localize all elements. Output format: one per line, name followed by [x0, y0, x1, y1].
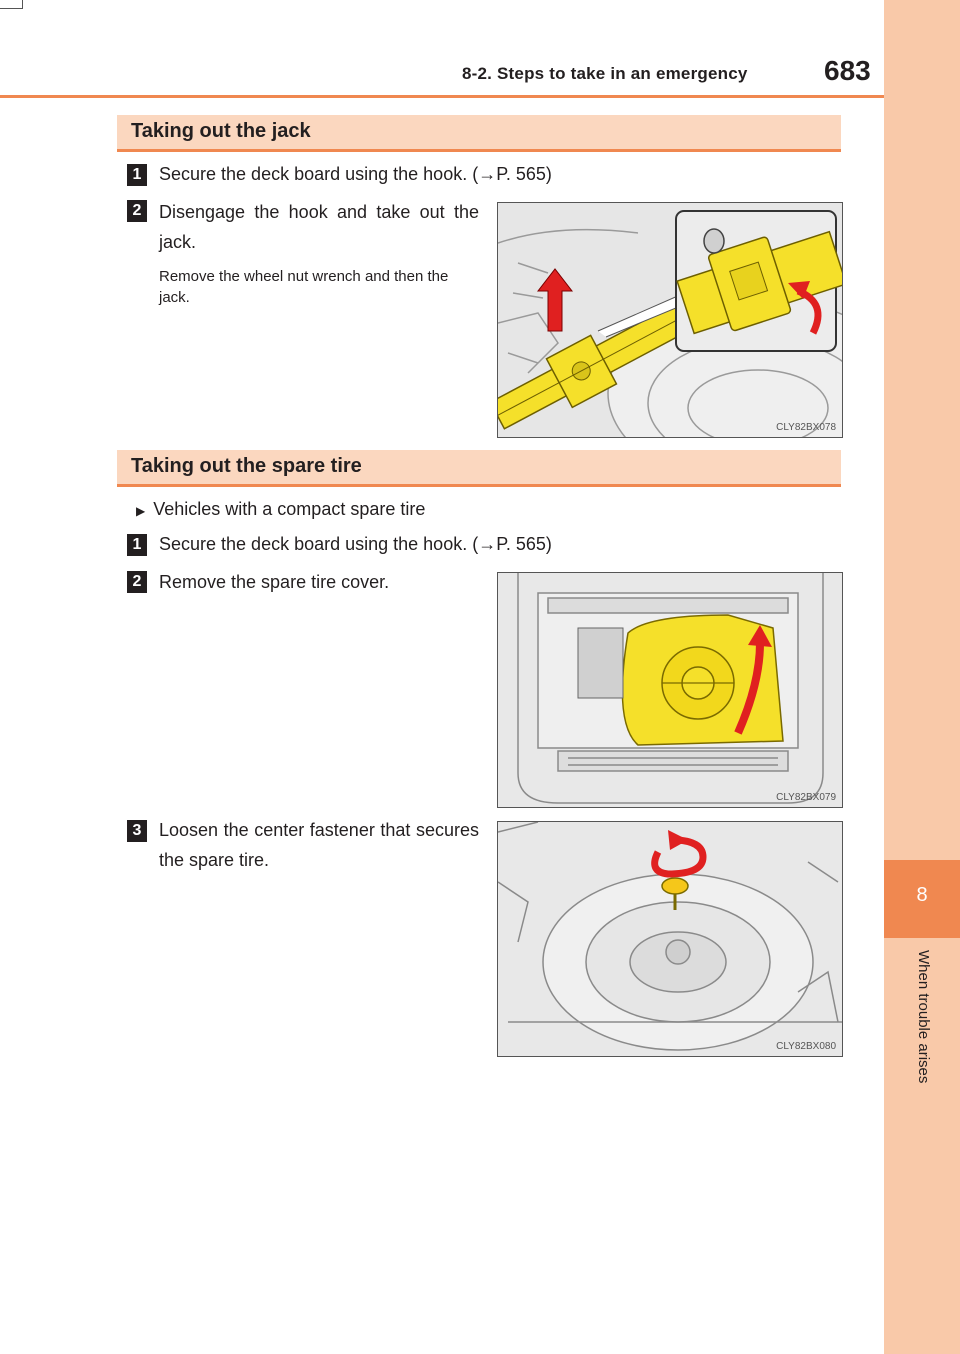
side-panel	[884, 0, 960, 1354]
step-text: Disengage the hook and take out the jack.	[159, 202, 479, 252]
figure-code: CLY82BX078	[776, 422, 836, 433]
chapter-label: When trouble arises	[915, 950, 932, 1084]
bullet-item	[136, 494, 425, 526]
figure-code: CLY82BX080	[776, 1041, 836, 1052]
step-text: Secure the deck board using the hook. (→P. 565)	[159, 534, 552, 554]
step-text: Remove the spare tire cover.	[159, 572, 390, 592]
step-note: Remove the wheel nut wrench and then the jack.	[159, 268, 449, 306]
section-breadcrumb: 8-2. Steps to take in an emergency	[462, 64, 748, 83]
bullet-text: Vehicles with a compact spare tire	[153, 499, 426, 519]
step-number: 3	[127, 820, 147, 842]
center-fastener-illustration	[497, 821, 843, 1057]
figure-code: CLY82BX079	[776, 792, 836, 803]
chapter-number: 8	[916, 884, 928, 906]
jack-illustration	[497, 202, 843, 438]
spare-tire-cover-illustration	[497, 572, 843, 808]
section-title: Taking out the jack	[131, 120, 311, 142]
header-divider	[0, 95, 884, 98]
triangle-bullet-icon: ▶	[136, 504, 146, 518]
chapter-tab	[884, 860, 960, 938]
section-header-jack	[117, 115, 841, 152]
step-number: 2	[127, 200, 147, 222]
step-number: 2	[127, 571, 147, 593]
step-number: 1	[127, 534, 147, 556]
step-text: Secure the deck board using the hook. (→P. 565)	[159, 164, 552, 184]
page-number: 683	[824, 55, 871, 86]
chapter-label-container	[884, 950, 960, 1130]
step-text: Loosen the center fastener that secures the spare tire.	[159, 820, 479, 870]
section-header-spare-tire	[117, 450, 841, 487]
step-number: 1	[127, 164, 147, 186]
section-title: Taking out the spare tire	[131, 455, 362, 477]
crop-mark-left	[0, 0, 23, 9]
